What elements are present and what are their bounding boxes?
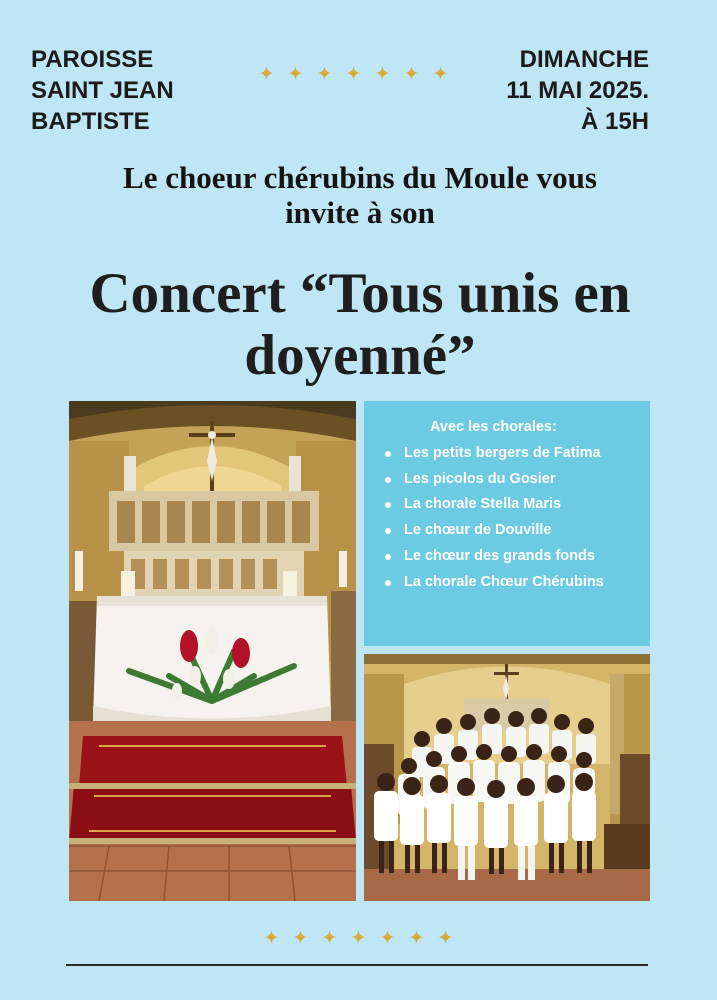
star-icon: ✦ [408,928,425,949]
list-item: La chorale Stella Maris [364,492,650,518]
choir-group-illustration [364,654,650,901]
list-item: Le chœur de Douville [364,518,650,544]
star-icon: ✦ [316,64,333,85]
concert-title-line-2: doyenné” [244,324,476,387]
star-icon: ✦ [437,928,454,949]
star-icon: ✦ [258,64,275,85]
parish-name [31,44,174,137]
star-icon: ✦ [292,928,309,949]
invite-line-1: Le choeur chérubins du Moule vous [123,160,597,195]
choir-group-photo [364,654,650,901]
concert-title [30,263,690,387]
star-icon: ✦ [432,64,449,85]
parish-line-1: PAROISSE [31,46,154,73]
divider-line [66,964,648,966]
star-icon: ✦ [403,64,420,85]
event-date [506,44,649,137]
stars-bottom [262,929,455,949]
parish-line-2: SAINT JEAN [31,77,174,104]
invite-text [40,160,680,230]
star-icon: ✦ [321,928,338,949]
parish-line-3: BAPTISTE [31,108,150,135]
list-item: Les picolos du Gosier [364,467,650,493]
list-item: Les petits bergers de Fatima [364,441,650,467]
date-line-1: DIMANCHE [519,46,649,73]
altar-photo [69,401,356,901]
star-icon: ✦ [379,928,396,949]
star-icon: ✦ [263,928,280,949]
invite-line-2: invite à son [285,195,435,230]
list-item: La chorale Chœur Chérubins [364,570,650,596]
list-item: Le chœur des grands fonds [364,544,650,570]
concert-title-line-1: Concert “Tous unis en [89,262,631,325]
altar-illustration [69,401,356,901]
date-line-3: À 15H [580,108,649,135]
choirs-heading: Avec les chorales: [430,419,557,435]
choirs-box [364,401,650,646]
date-line-2: 11 MAI 2025. [506,77,649,104]
star-icon: ✦ [345,64,362,85]
stars-top [257,65,450,85]
star-icon: ✦ [374,64,391,85]
star-icon: ✦ [350,928,367,949]
star-icon: ✦ [287,64,304,85]
choirs-list [364,441,650,595]
